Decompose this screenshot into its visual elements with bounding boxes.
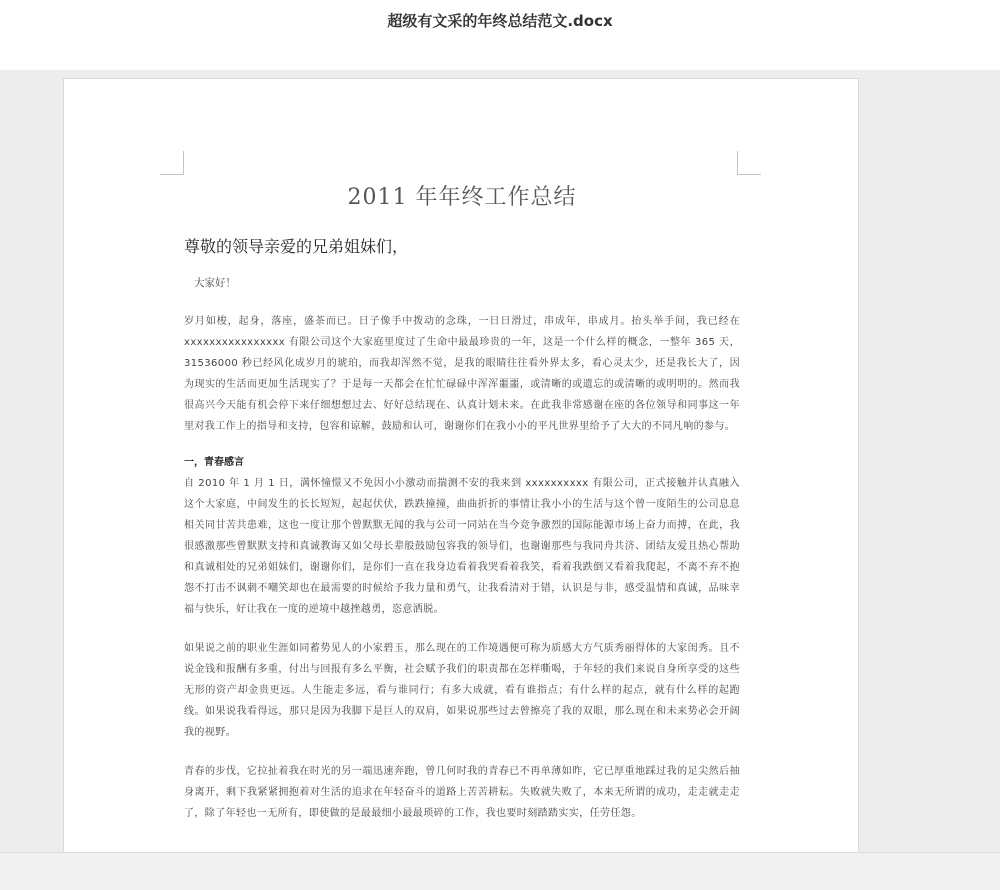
document-file-name: 超级有文采的年终总结范文.docx xyxy=(387,12,613,30)
section-heading-youth: 一，青春感言 xyxy=(184,457,244,468)
paragraph-youth-2: 如果说之前的职业生涯如同蓄势见人的小家碧玉，那么现在的工作境遇便可称为质感大方气质秀丽得体的大家闺秀。且不说金钱和报酬有多重，付出与回报有多么平衡，社会赋予我们的职责都在怎样嘶喝，于年轻的我们来说自身所享受的这些无形的资产却金贵更远。人生能走多远，看与谁同行；有多大成就，看有谁指点；有什么样的起点，就有什么样的起跑线。如果说我看得远，那只是因为我脚下是巨人的双肩，如果说那些过去曾擦亮了我的双眼，那么现在和未来势必会开阔我的视野。 xyxy=(184,643,740,738)
paragraph-youth-1: 自 2010 年 1 月 1 日，满怀憧憬又不免因小小激动而揣测不安的我来到 xxxxxxxxxx 有限公司，正式接触并认真融入这个大家庭，中间发生的长长短短，起起伏伏，跌跌撞撞，曲曲折折的事情让我小小的生活与这个曾一度陌生的公司息息相关同甘苦共患难，这也一度让那个曾默默无闻的我与公司一同站在当今竞争激烈的国际能源市场上奋力而搏，在此，我很感激那些曾默默支持和真诚教诲又如父母长辈般鼓励包容我的领导们，也谢谢那些与我同舟共济、团结友爱且热心帮助和真诚相处的兄弟姐妹们，谢谢你们，是你们一直在我身边看着我哭看着我笑，看着我跌倒又看着我爬起，不离不弃不抱怨不打击不讽刺不嘲笑却也在最需要的时候给予我力量和勇气，让我看清对于错，认识是与非，感受温情和真诚，品味幸福与快乐，好让我在一度的逆境中越挫越勇，恣意洒脱。 xyxy=(184,478,740,615)
hello-line: 大家好！ xyxy=(194,277,236,289)
title-bar xyxy=(0,0,1000,70)
document-heading: 2011 年年终工作总结 xyxy=(347,185,577,210)
page-content xyxy=(184,179,740,824)
margin-corner-mark-left xyxy=(160,151,184,175)
margin-corner-mark-right xyxy=(737,151,761,175)
paragraph-youth-3: 青春的步伐，它拉扯着我在时光的另一端迅速奔跑，曾几何时我的青春已不再单薄如昨，它已厚重地踩过我的足尖然后抽身离开，剩下我紧紧拥抱着对生活的追求在年轻奋斗的道路上苦苦耕耘。失败就失败了，本来无所谓的成功，走走就走走了，除了年轻也一无所有，即使做的是最最细小最最琐碎的工作，我也要时刻踏踏实实，任劳任怨。 xyxy=(184,766,740,819)
document-viewer[interactable] xyxy=(0,70,1000,890)
bottom-toolbar xyxy=(0,852,1000,890)
greeting-line: 尊敬的领导亲爱的兄弟姐妹们， xyxy=(184,237,409,256)
document-page xyxy=(63,78,859,868)
paragraph-intro: 岁月如梭，起身，落座，盛茶而已。日子像手中拨动的念珠，一日日滑过，串成年，串成月。抬头举手间，我已经在 xxxxxxxxxxxxxxxx 有限公司这个大家庭里度过了生命中最最珍贵的一年，这是一个什么样的概念，一整年 365 天，31536000 秒已经风化成岁月的琥珀，而我却浑然不觉，是我的眼睛往往看外界太多，看心灵太少，还是我长大了，因为现实的生活而更加生活现实了？于是每一天都会在忙忙碌碌中浑浑噩噩，或清晰的或遗忘的或清晰的或明明的。然而我很高兴今天能有机会停下来仔细想想过去、好好总结现在、认真计划未来。在此我非常感谢在座的各位领导和同事这一年里对我工作上的指导和支持，包容和谅解，鼓励和认可，谢谢你们在我小小的平凡世界里给予了大大的不同凡响的参与。 xyxy=(184,316,740,432)
